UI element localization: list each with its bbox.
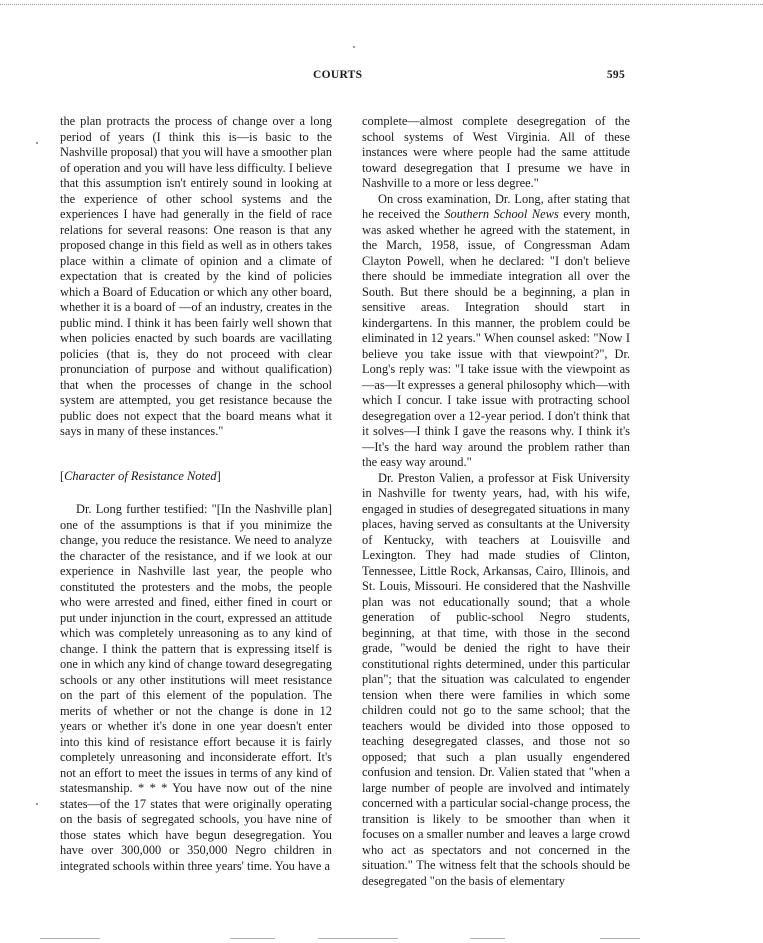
page-number: 595 [606,69,625,81]
paragraph: Dr. Preston Valien, a professor at Fisk University in Nashville for twenty years, had, with his wife, engaged in studies of desegregated situations in many places, having served as consultants at the University of Kentucky, with teachers at Louisville and Lexington. They had made studies of Clinton, Tennessee, Little Rock, Arkansas, Cairo, Illinois, and St. Louis, Missouri. He considered that the Nashville plan was not educationally sound; that a whole generation of public-school Negro students, beginning, at that time, with those in the second grade, "would be denied the right to have their constitutional rights determined, under this particular plan"; that the situation was calculated to engender tension when there were families in which some children could not go to the same school; that the teachers would be divided into those opposed to teaching desegregated classes, and those not so opposed; that such a plan usually engendered confusion and tension. Dr. Valien stated that "when a large number of people are involved and intimately concerned with a particular social-change process, the transition is likely to be smoother than when it focuses on a smaller number and leaves a large crowd who act as spectators and not concerned in the situation." The witness felt that the schools should be desegregated "on the basis of elementary [362,470,630,888]
heading-bracket-open: [ [60,468,65,483]
publication-title: Southern School News [444,207,559,221]
edge-mark [318,938,398,939]
edge-mark [600,938,640,939]
page-header [60,69,635,85]
text-run: every month, was asked whether he agreed with the statement, in the March, 1958, issue, of Congressman Adam Clayton Powell, when he declared: "I don't believe there should be immediate integration all over the South. But there should be a beginning, a plan in sensitive areas. Integration should start in kindergartens. In this manner, the problem could be eliminated in 12 years." When counsel asked: "Now I believe you take issue with that viewpoint?", Dr. Long's reply was: "I take issue with the viewpoint as—as—It expresses a general philosophy which—with which I concur. I take issue with protracting school desegregation over a 12-year period. I don't think that it solves—I think I gave the reasons why. I think it's—It's the hard way around the problem rather than the easy way around." [362,207,630,469]
section-heading [60,469,332,485]
right-column [362,114,630,889]
scan-speck [353,46,355,48]
top-edge-dots [0,4,763,5]
text-run: On cross examination, Dr. Long, after stating that he received the [362,191,630,221]
scan-speck [36,803,38,805]
heading-text: Character of Resistance Noted [64,468,217,483]
edge-mark [230,938,275,939]
left-column [60,114,332,874]
paragraph [362,192,630,471]
paragraph: the plan protracts the process of change over a long period of years (I think this is—is basic to the Nashville proposal) that you will have a smoother plan of operation and you will have less difficulty. I believe that this assumption isn't entirely sound in looking at the experience of other school systems and the experiences I have had generally in the field of race relations for several reasons: One reason is that any proposed change in this field as well as in others takes place within a climate of opinion and a climate of expectation that is created by the kind of policies which a Board of Education or which any other board, whether it is a board of —of an industry, creates in the public mind. I think it has been fairly well shown that when policies enacted by such boards are vacillating policies (that is, they do not proceed with clear pronunciation of purpose and without qualification) that when the processes of change in the school system are attempted, you get resistance because the public does not expect that the board means what it says in many of these instances." [60,114,332,438]
scan-speck [36,142,38,144]
running-head: COURTS [313,69,363,81]
edge-mark [40,938,100,939]
paragraph: complete—almost complete desegregation of the school systems of West Virginia. All of these instances were where people had the same attitude toward desegregation that I presume we have in Nashville to a more or less degree." [362,114,630,190]
heading-bracket-close: ] [216,468,221,483]
bottom-edge-marks [0,938,763,940]
edge-mark [470,938,505,939]
paragraph: Dr. Long further testified: "[In the Nashville plan] one of the assumptions is that if you minimize the change, you reduce the resistance. We need to analyze the character of the resistance, and if we look at our experience in Nashville last year, the people who constituted the protesters and the mobs, the people who were arrested and fined, either fined in court or put under injunction in the court, expressed an attitude which was completely unreasoning as to any kind of change. I think the pattern that is expressing itself is one in which any kind of change toward desegregating schools or any other institutions will meet resistance on the part of this element of the population. The merits of whether or not the change is done in 12 years or whether it's done in one year doesn't enter into this kind of resistance effort because it is fairly completely unreasoning and inconsiderate effort. It's not an effort to meet the issues in terms of any kind of statesmanship. * * * You have now out of the nine states—of the 17 states that were originally operating on the basis of segregated schools, you have nine of those states which have begun desegregation. You have over 300,000 or 350,000 Negro children in integrated schools within three years' time. You have a [60,502,332,873]
